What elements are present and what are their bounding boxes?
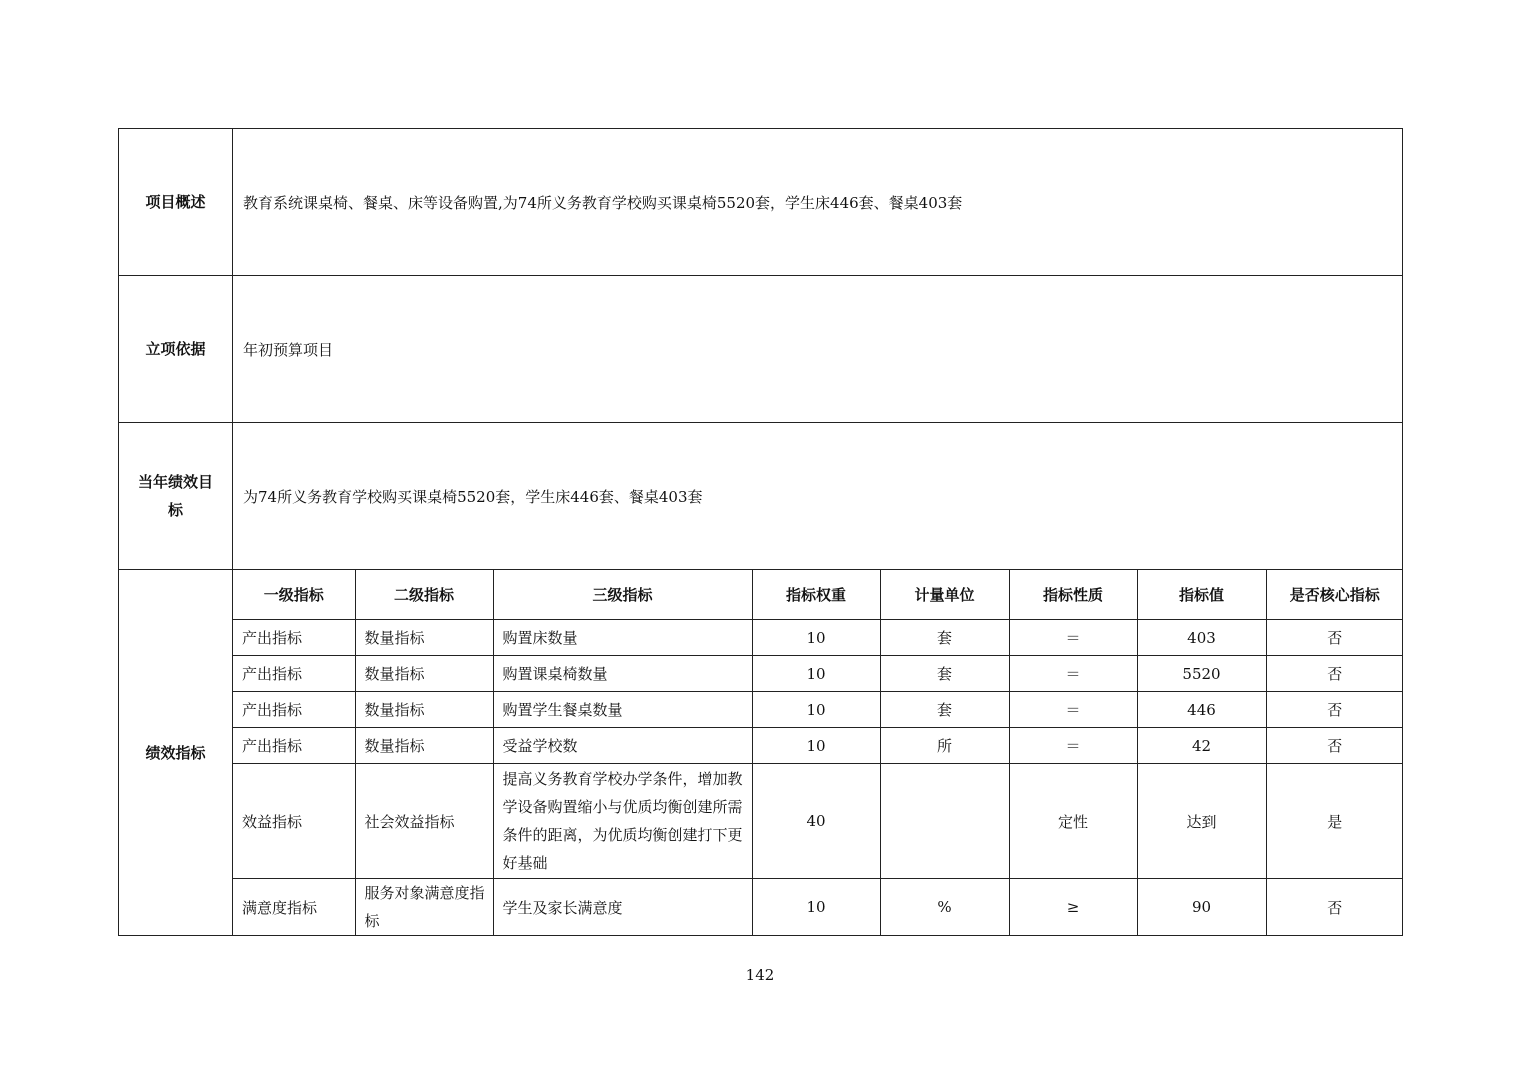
table-row	[233, 728, 1403, 764]
cell-value: 446	[1137, 692, 1266, 728]
cell-unit: 套	[880, 692, 1009, 728]
cell-core: 否	[1266, 620, 1403, 656]
cell-unit: %	[880, 879, 1009, 936]
indicators-header-row	[233, 570, 1403, 620]
goal-label	[119, 423, 233, 570]
overview-text: 教育系统课桌椅、餐桌、床等设备购置,为74所义务教育学校购买课桌椅5520套，学生床446套、餐桌403套	[233, 129, 1403, 276]
cell-level3: 受益学校数	[493, 728, 752, 764]
overview-row	[119, 129, 1403, 276]
goal-row	[119, 423, 1403, 570]
cell-nature: ＝	[1009, 620, 1137, 656]
cell-core: 否	[1266, 656, 1403, 692]
cell-core: 否	[1266, 879, 1403, 936]
header-nature: 指标性质	[1009, 570, 1137, 620]
header-level2: 二级指标	[355, 570, 493, 620]
cell-value: 达到	[1137, 764, 1266, 879]
cell-unit: 套	[880, 620, 1009, 656]
cell-level2: 服务对象满意度指标	[355, 879, 493, 936]
table-row	[233, 879, 1403, 936]
cell-level1: 产出指标	[233, 620, 355, 656]
cell-weight: 10	[752, 656, 880, 692]
cell-level1: 效益指标	[233, 764, 355, 879]
cell-core: 是	[1266, 764, 1403, 879]
basis-text: 年初预算项目	[233, 276, 1403, 423]
cell-level2: 数量指标	[355, 656, 493, 692]
cell-unit	[880, 764, 1009, 879]
cell-level2: 数量指标	[355, 692, 493, 728]
cell-weight: 10	[752, 692, 880, 728]
header-level1: 一级指标	[233, 570, 355, 620]
indicators-label: 绩效指标	[119, 570, 233, 936]
cell-level1: 产出指标	[233, 728, 355, 764]
cell-nature: ≥	[1009, 879, 1137, 936]
cell-level3: 学生及家长满意度	[493, 879, 752, 936]
cell-value: 403	[1137, 620, 1266, 656]
cell-nature: ＝	[1009, 728, 1137, 764]
cell-level3: 提高义务教育学校办学条件，增加教学设备购置缩小与优质均衡创建所需条件的距离，为优质均衡创建打下更好基础	[493, 764, 752, 879]
goal-text: 为74所义务教育学校购买课桌椅5520套，学生床446套、餐桌403套	[233, 423, 1403, 570]
table-row	[233, 656, 1403, 692]
cell-value: 42	[1137, 728, 1266, 764]
cell-weight: 10	[752, 879, 880, 936]
cell-value: 5520	[1137, 656, 1266, 692]
cell-level1: 满意度指标	[233, 879, 355, 936]
goal-label-line1: 当年绩效目	[137, 473, 213, 491]
header-unit: 计量单位	[880, 570, 1009, 620]
performance-table	[118, 128, 1403, 936]
cell-unit: 所	[880, 728, 1009, 764]
basis-row	[119, 276, 1403, 423]
overview-label: 项目概述	[119, 129, 233, 276]
table-row	[233, 620, 1403, 656]
cell-core: 否	[1266, 692, 1403, 728]
cell-level3: 购置床数量	[493, 620, 752, 656]
indicators-table	[233, 570, 1403, 935]
table-row	[233, 692, 1403, 728]
basis-label: 立项依据	[119, 276, 233, 423]
cell-weight: 10	[752, 728, 880, 764]
header-value: 指标值	[1137, 570, 1266, 620]
cell-value: 90	[1137, 879, 1266, 936]
cell-core: 否	[1266, 728, 1403, 764]
cell-unit: 套	[880, 656, 1009, 692]
cell-nature: 定性	[1009, 764, 1137, 879]
header-level3: 三级指标	[493, 570, 752, 620]
indicators-container	[233, 570, 1403, 936]
header-weight: 指标权重	[752, 570, 880, 620]
page-number: 142	[745, 966, 775, 984]
cell-level1: 产出指标	[233, 656, 355, 692]
cell-level3: 购置课桌椅数量	[493, 656, 752, 692]
cell-weight: 40	[752, 764, 880, 879]
cell-nature: ＝	[1009, 656, 1137, 692]
goal-label-line2: 标	[167, 501, 183, 519]
cell-weight: 10	[752, 620, 880, 656]
cell-level2: 数量指标	[355, 728, 493, 764]
cell-level3: 购置学生餐桌数量	[493, 692, 752, 728]
cell-level2: 社会效益指标	[355, 764, 493, 879]
table-row	[233, 764, 1403, 879]
header-core: 是否核心指标	[1266, 570, 1403, 620]
cell-level2: 数量指标	[355, 620, 493, 656]
cell-level1: 产出指标	[233, 692, 355, 728]
indicators-row	[119, 570, 1403, 936]
cell-nature: ＝	[1009, 692, 1137, 728]
